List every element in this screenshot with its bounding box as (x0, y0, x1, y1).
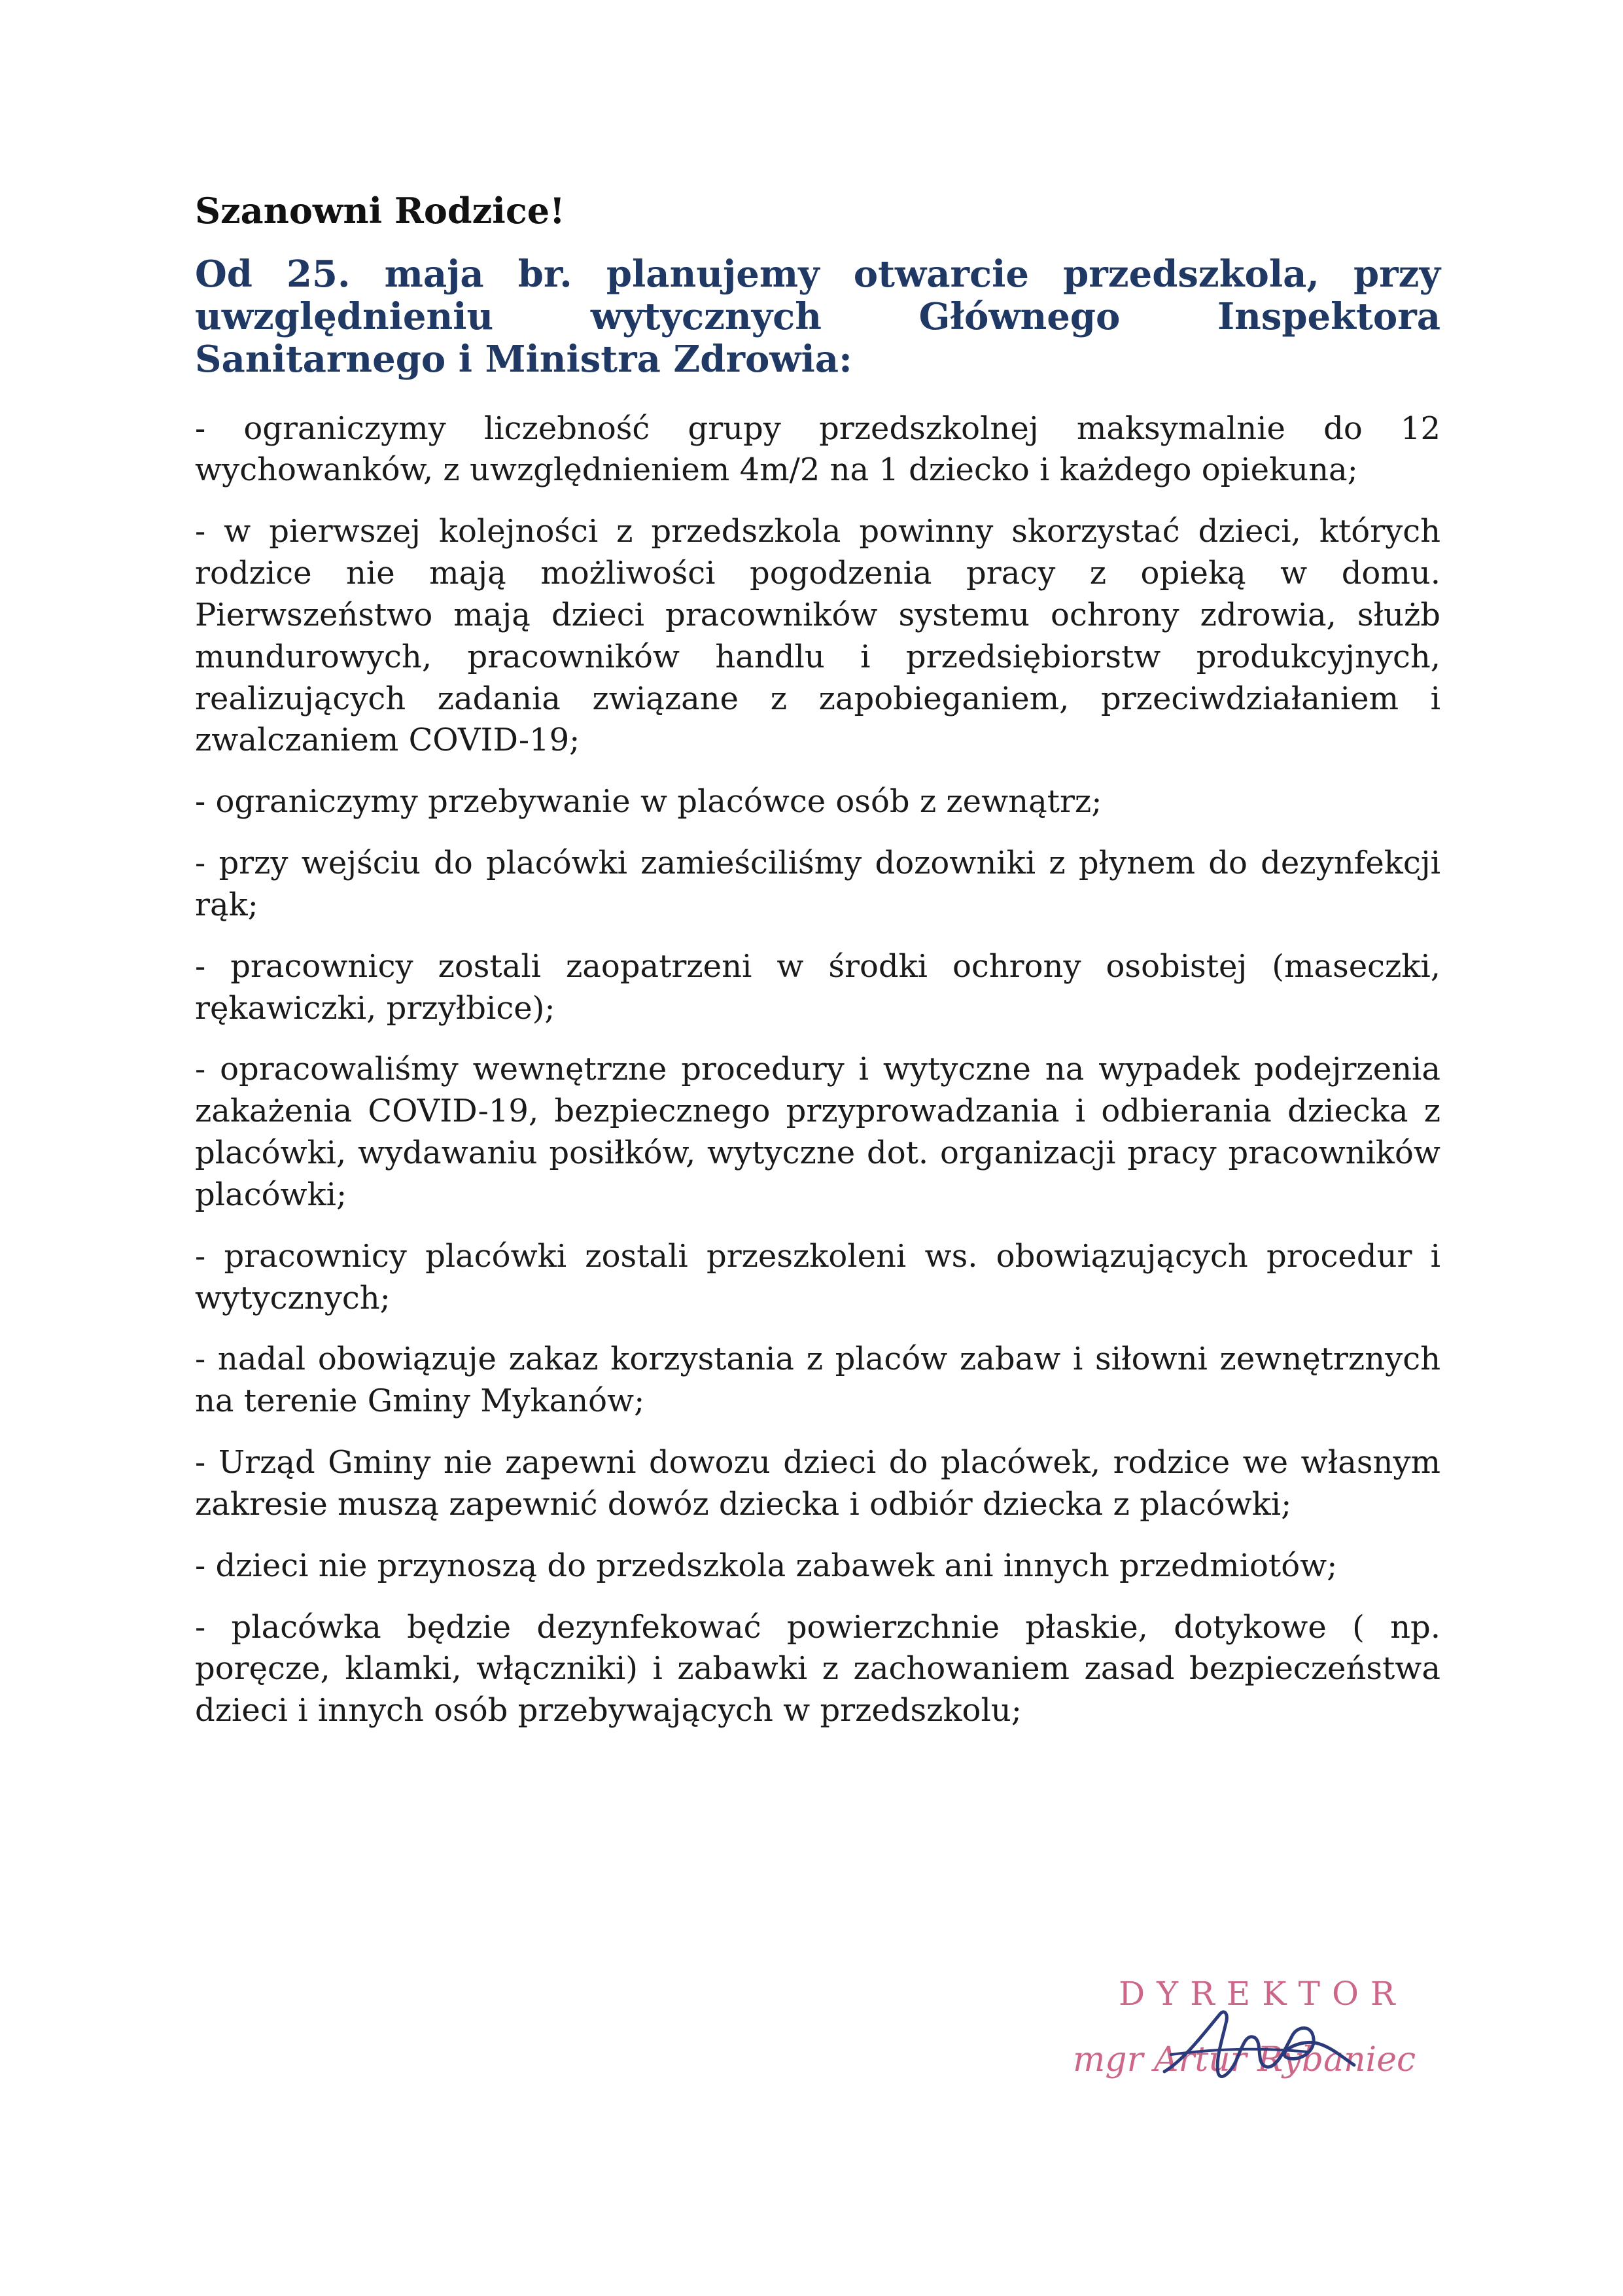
list-item: - ograniczymy przebywanie w placówce osób z zewnątrz; (195, 783, 1102, 821)
intro-paragraph: Od 25. maja br. planujemy otwarcie przedszkola, przy uwzględnieniu wytycznych Głównego Inspektora Sanitarnego i Ministra Zdrowia: (195, 252, 1440, 381)
list-item: - dzieci nie przynoszą do przedszkola zabawek ani innych przedmiotów; (195, 1547, 1338, 1584)
measures-list (195, 408, 1440, 1732)
list-item: - pracownicy zostali zaopatrzeni w środki ochrony osobistej (maseczki, rękawiczki, przyłbice); (195, 947, 1440, 1027)
greeting-heading: Szanowni Rodzice! (195, 190, 565, 232)
list-item: - nadal obowiązuje zakaz korzystania z placów zabaw i siłowni zewnętrznych na terenie Gminy Mykanów; (195, 1341, 1440, 1420)
list-item: - pracownicy placówki zostali przeszkoleni ws. obowiązujących procedur i wytycznych; (195, 1237, 1440, 1316)
director-stamp (1073, 1975, 1439, 2125)
letter-content (195, 190, 1440, 1752)
handwritten-signature (1158, 1994, 1361, 2099)
list-item: - Urząd Gminy nie zapewni dowozu dzieci do placówek, rodzice we własnym zakresie muszą zapewnić dowóz dziecka i odbiór dziecka z placówki; (195, 1444, 1440, 1523)
list-item: - w pierwszej kolejności z przedszkola powinny skorzystać dzieci, których rodzice nie mają możliwości pogodzenia pracy z opieką w domu. Pierwszeństwo mają dzieci pracowników systemu ochrony zdrowia, służb mundurowych, pracowników handlu i przedsiębiorstw produkcyjnych, realizujących zadania związane z zapobieganiem, przeciwdziałaniem i zwalczaniem COVID-19; (195, 513, 1440, 759)
list-item: - przy wejściu do placówki zamieściliśmy dozowniki z płynem do dezynfekcji rąk; (195, 845, 1440, 923)
list-item: - opracowaliśmy wewnętrzne procedury i wytyczne na wypadek podejrzenia zakażenia COVID-19, bezpiecznego przyprowadzania i odbierania dziecka z placówki, wydawaniu posiłków, wytyczne dot. organizacji pracy pracowników placówki; (195, 1051, 1440, 1213)
list-item: - placówka będzie dezynfekować powierzchnie płaskie, dotykowe ( np. poręcze, klamki, włączniki) i zabawki z zachowaniem zasad bezpieczeństwa dzieci i innych osób przebywających w przedszkolu; (195, 1608, 1440, 1729)
stamp-name: mgr Artur Rybaniec (1073, 2040, 1416, 2079)
list-item: - ograniczymy liczebność grupy przedszkolnej maksymalnie do 12 wychowanków, z uwzględnieniem 4m/2 na 1 dziecko i każdego opiekuna; (195, 410, 1440, 489)
stamp-title: DYREKTOR (1119, 1975, 1407, 2013)
